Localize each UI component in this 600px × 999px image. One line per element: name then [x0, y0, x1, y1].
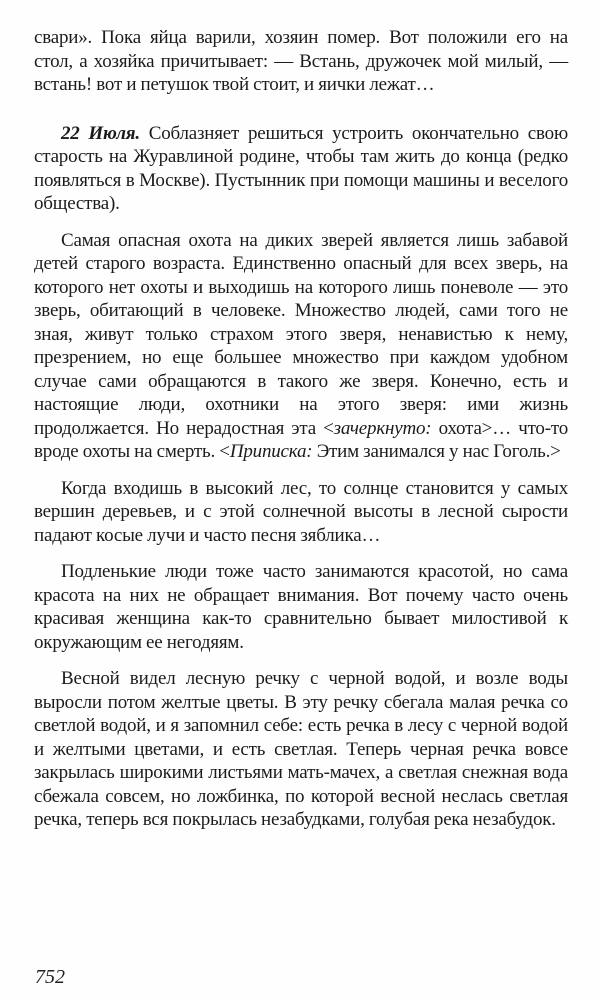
paragraph-hunt-beast [34, 229, 568, 464]
paragraph-forest-river [34, 667, 568, 832]
page-text-block [34, 26, 568, 832]
text-run: Самая опасная охота на диких зверей является лишь забавой детей старого возраста. Единственно опасный для всех зверь, на которого нет охоты и выходишь на которого лишь поневоле — это зверь, обитающий в человеке. Множество людей, сами того не зная, живут только страхом этого зверя, ненавистью к нему, презрением, но еще большее множество при каждом удобном случае сами обращаются в такого же зверя. Конечно, есть и настоящие люди, охотники на этого зверя: ими жизнь продолжается. Но нерадостная эта < [34, 229, 568, 439]
editorial-note-postscript: Приписка: [229, 441, 313, 462]
text-run: охота>… что-то вроде охоты на смерть. < [34, 417, 569, 462]
paragraph-tall-forest [34, 477, 568, 548]
paragraph-diary-entry-22-july [34, 122, 568, 216]
entry-date-heading: 22 Июля. [61, 122, 140, 144]
text-run: Этим занимался у нас Гоголь.> [312, 441, 561, 462]
text-run: Весной видел лесную речку с черной водой, и возле воды выросли потом желтые цветы. В эту речку сбегала малая речка со светлой водой, и я запомнил себе: есть речка в лесу с черной водой и желтыми цветами, и есть светлая. Теперь черная речка вовсе закрылась широкими листьями мать-мачех, а светлая снежная вода сбежала совсем, но ложбинка, по которой весной неслась светлая речка, теперь вся покрылась незабудками, голубая река незабудок. [34, 668, 568, 830]
text-run: Когда входишь в высокий лес, то солнце становится у самых вершин деревьев, и с этой солнечной высоты в лесной сырости падают косые лучи и часто песня зяблика… [34, 477, 568, 546]
text-run: Подленькие люди тоже часто занимаются красотой, но сама красота на них не обращает внимания. Вот почему часто очень красивая женщина как-то сравнительно бывает милостивой к окружающим ее негодяям. [34, 561, 568, 653]
text-run: Соблазняет решиться устроить окончательно свою старость на Журавлиной родине, чтобы там жить до конца (редко появляться в Москве). Пустынник при помощи машины и веселого общества). [34, 122, 568, 214]
page-number: 752 [35, 965, 65, 988]
text-run: свари». Пока яйца варили, хозяин помер. Вот положили его на стол, а хозяйка причитывает: — Встань, дружочек мой милый, — встань! вот и петушок твой стоит, и яички лежат… [34, 27, 568, 95]
paragraph-continuation [34, 26, 568, 97]
editorial-note-crossed-out: зачеркнуто: [333, 417, 432, 439]
paragraph-beauty [34, 560, 568, 654]
